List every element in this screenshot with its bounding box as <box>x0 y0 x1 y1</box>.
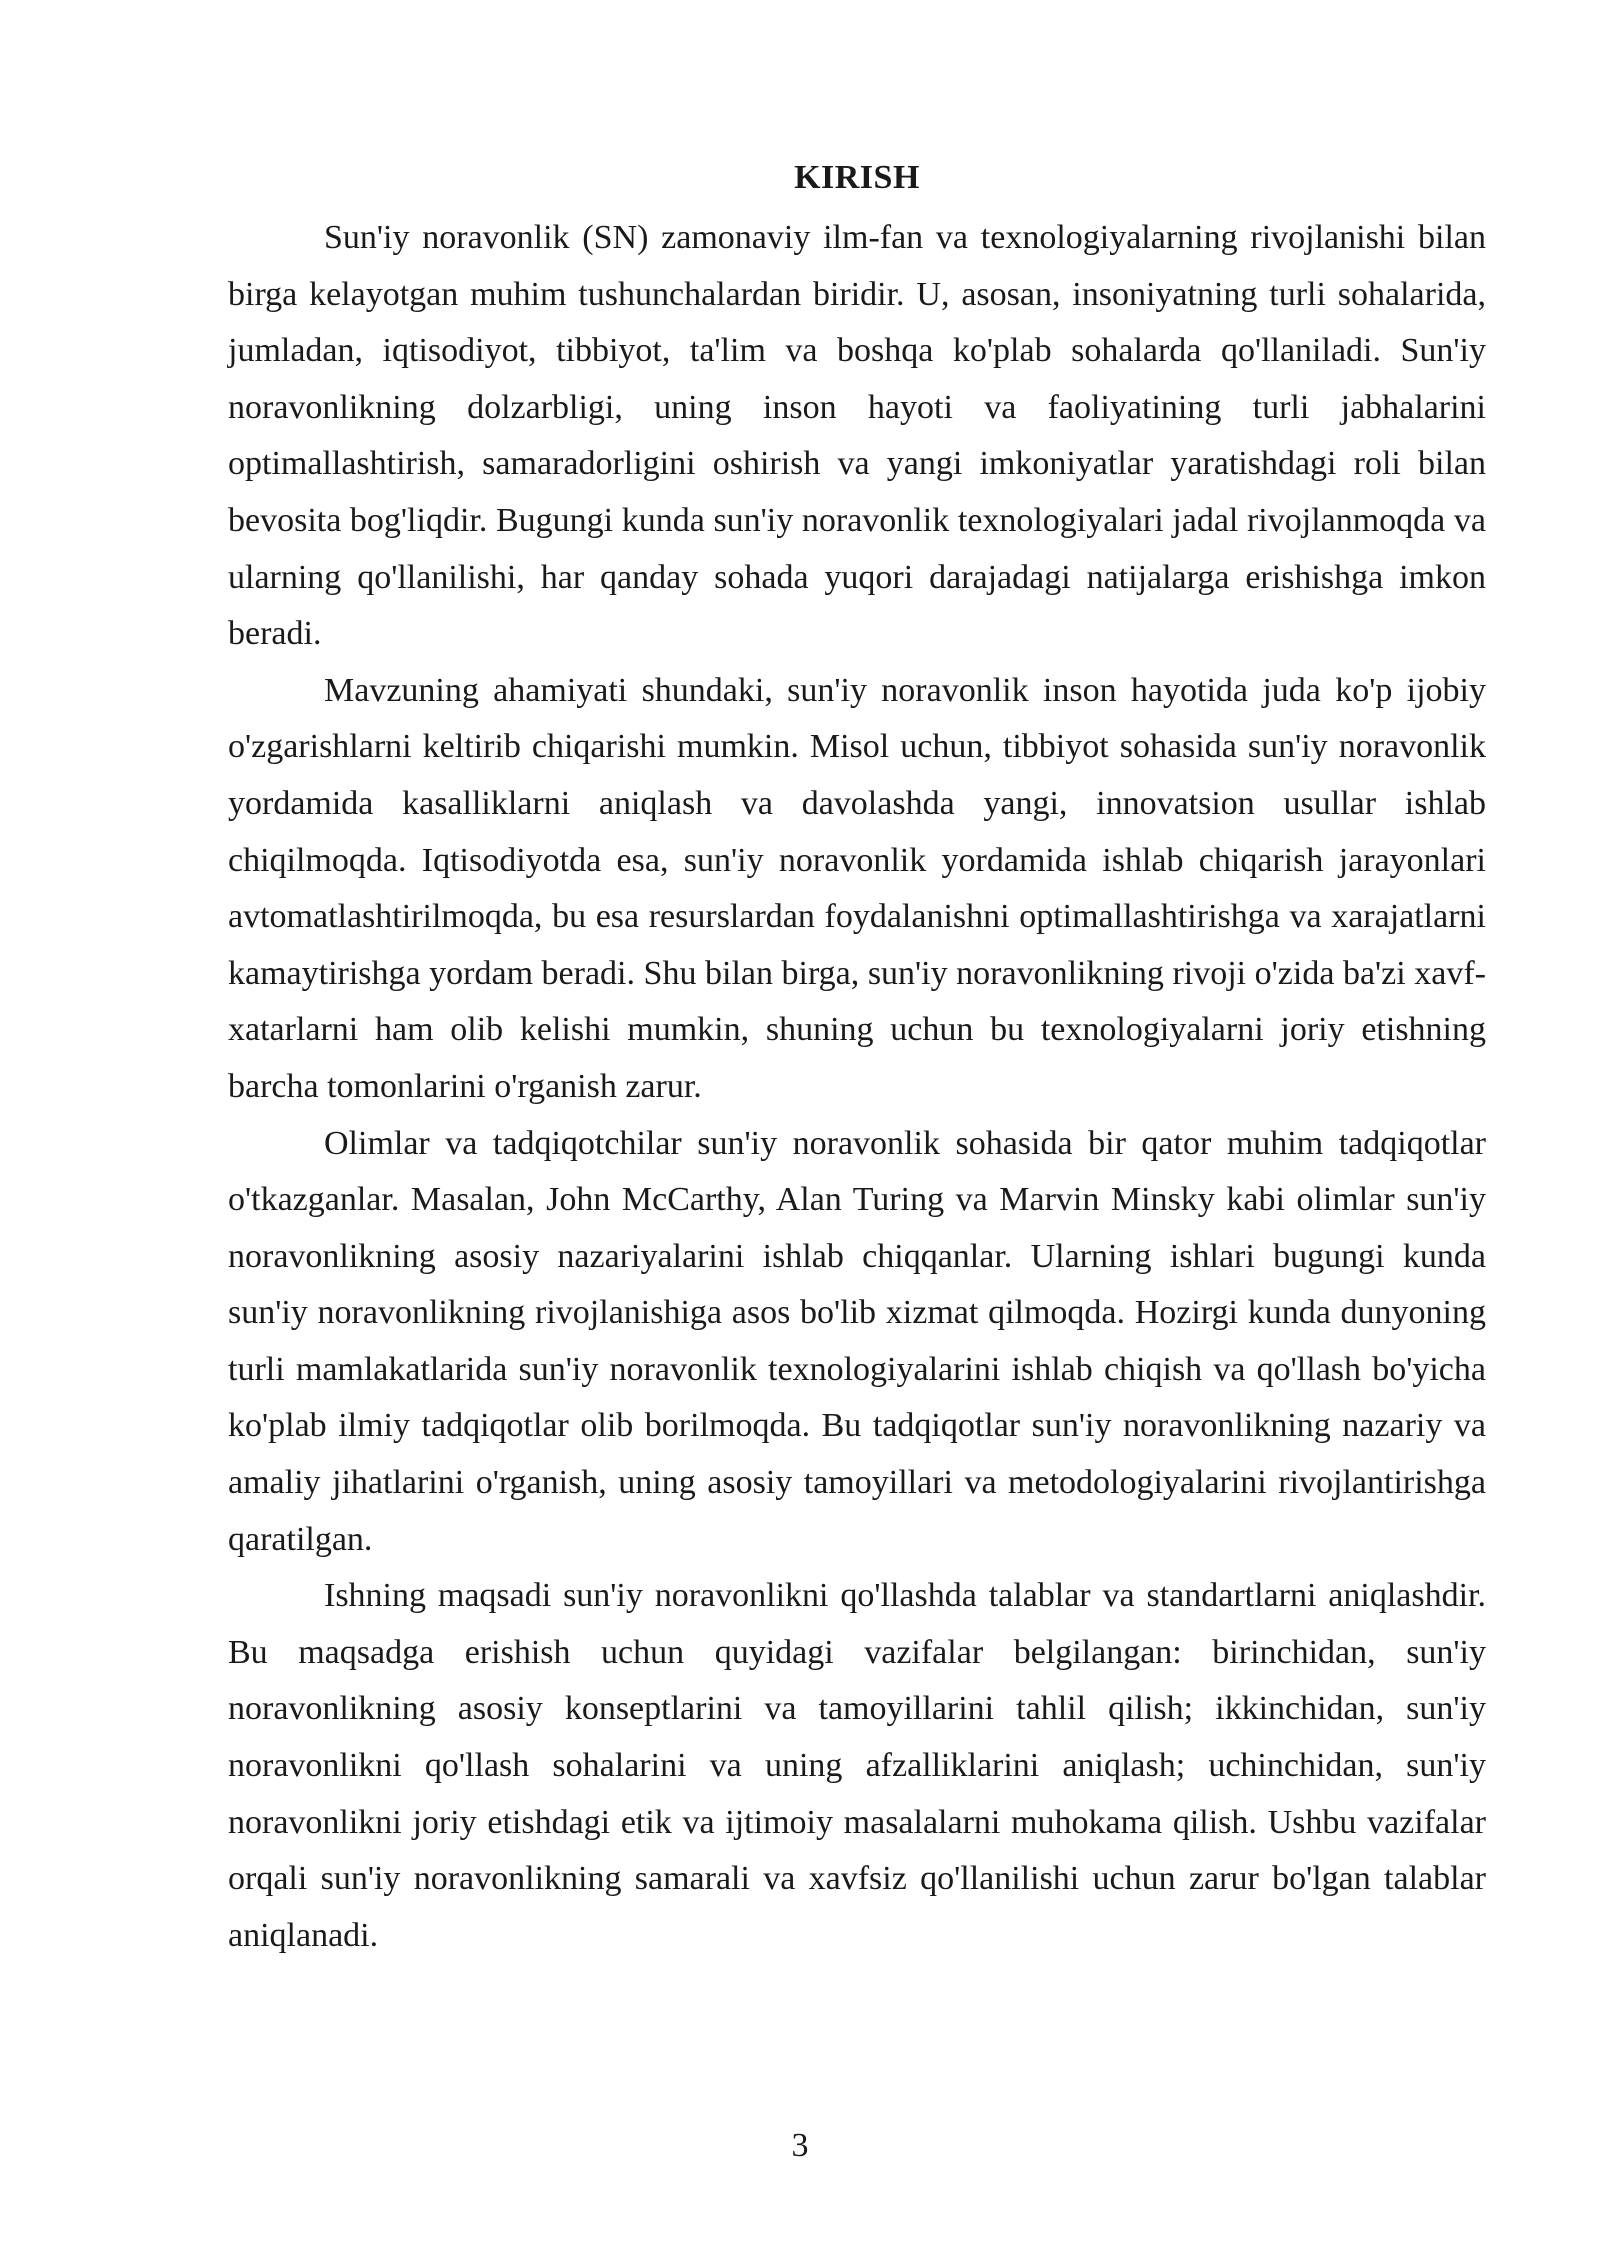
page-number: 3 <box>791 2127 809 2164</box>
paragraph-goal: Ishning maqsadi sun'iy noravonlikni qo'llashda talablar va standartlarni aniqlashdir. Bu maqsadga erishish uchun quyidagi vazifalar belgilangan: birinchidan, sun'iy noravonlikning asosiy konseptlarini va tamoyillarini tahlil qilish; ikkinchidan, sun'iy noravonlikni qo'llash sohalarini va uning afzalliklarini aniqlash; uchinchidan, sun'iy noravonlikni joriy etishdagi etik va ijtimoiy masalalarni muhokama qilish. Ushbu vazifalar orqali sun'iy noravonlikning samarali va xavfsiz qo'llanilishi uchun zarur bo'lgan talablar aniqlanadi. <box>228 1577 1486 1954</box>
page-title: KIRISH <box>794 159 920 196</box>
paragraph-importance: Mavzuning ahamiyati shundaki, sun'iy noravonlik inson hayotida juda ko'p ijobiy o'zgarishlarni keltirib chiqarishi mumkin. Misol uchun, tibbiyot sohasida sun'iy noravonlik yordamida kasalliklarni aniqlash va davolashda yangi, innovatsion usullar ishlab chiqilmoqda. Iqtisodiyotda esa, sun'iy noravonlik yordamida ishlab chiqarish jarayonlari avtomatlashtirilmoqda, bu esa resurslardan foydalanishni optimallashtirishga va xarajatlarni kamaytirishga yordam beradi. Shu bilan birga, sun'iy noravonlikning rivoji o'zida ba'zi xavf-xatarlarni ham olib kelishi mumkin, shuning uchun bu texnologiyalarni joriy etishning barcha tomonlarini o'rganish zarur. <box>228 671 1486 1105</box>
paragraph-intro: Sun'iy noravonlik (SN) zamonaviy ilm-fan va texnologiyalarning rivojlanishi bilan birga kelayotgan muhim tushunchalardan biridir. U, asosan, insoniyatning turli sohalarida, jumladan, iqtisodiyot, tibbiyot, ta'lim va boshqa ko'plab sohalarda qo'llaniladi. Sun'iy noravonlikning dolzarbligi, uning inson hayoti va faoliyatining turli jabhalarini optimallashtirish, samaradorligini oshirish va yangi imkoniyatlar yaratishdagi roli bilan bevosita bog'liqdir. Bugungi kunda sun'iy noravonlik texnologiyalari jadal rivojlanmoqda va ularning qo'llanilishi, har qanday sohada yuqori darajadagi natijalarga erishishga imkon beradi. <box>228 219 1486 653</box>
paragraph-research: Olimlar va tadqiqotchilar sun'iy noravonlik sohasida bir qator muhim tadqiqotlar o'tkazganlar. Masalan, John McCarthy, Alan Turing va Marvin Minsky kabi olimlar sun'iy noravonlikning asosiy nazariyalarini ishlab chiqqanlar. Ularning ishlari bugungi kunda sun'iy noravonlikning rivojlanishiga asos bo'lib xizmat qilmoqda. Hozirgi kunda dunyoning turli mamlakatlarida sun'iy noravonlik texnologiyalarini ishlab chiqish va qo'llash bo'yicha ko'plab ilmiy tadqiqotlar olib borilmoqda. Bu tadqiqotlar sun'iy noravonlikning nazariy va amaliy jihatlarini o'rganish, uning asosiy tamoyillari va metodologiyalarini rivojlantirishga qaratilgan. <box>228 1124 1486 1558</box>
page-content <box>228 150 1486 1964</box>
